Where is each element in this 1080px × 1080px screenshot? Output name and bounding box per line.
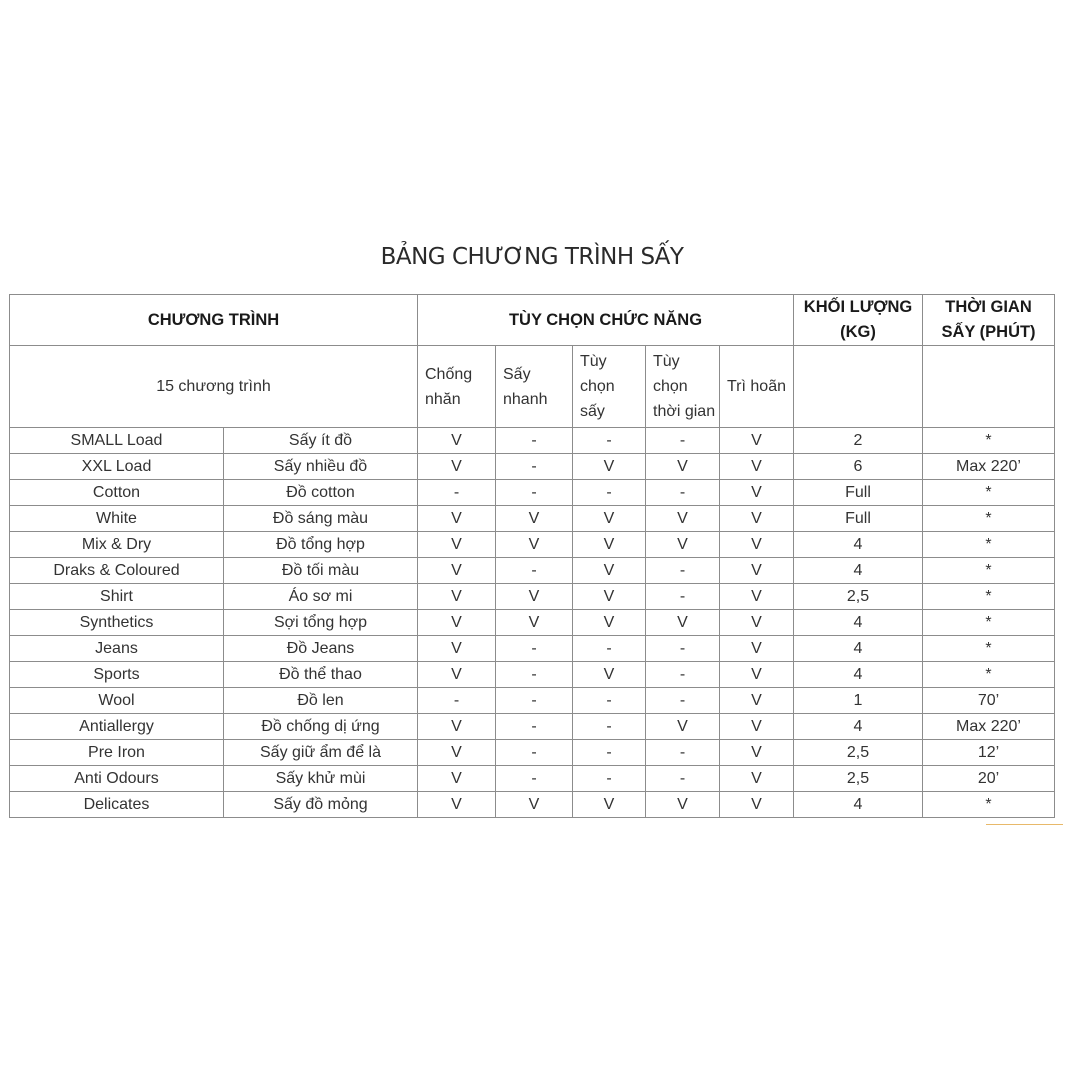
delay-cell: V [720, 688, 794, 714]
program-desc-cell: Sợi tổng hợp [224, 610, 418, 636]
load-cell: 2,5 [794, 584, 923, 610]
time-select-cell: - [646, 558, 720, 584]
program-name-cell: Wool [10, 688, 224, 714]
quick-dry-cell: - [496, 740, 573, 766]
table-row [10, 792, 1055, 818]
program-desc-cell: Sấy ít đồ [224, 428, 418, 454]
anti-crease-cell: V [418, 636, 496, 662]
program-desc-cell: Sấy khử mùi [224, 766, 418, 792]
drying-program-table [9, 294, 1055, 818]
table-row [10, 740, 1055, 766]
header-load-line1: KHỐI LƯỢNG [803, 298, 913, 316]
quick-dry-cell: - [496, 454, 573, 480]
quick-dry-cell: V [496, 506, 573, 532]
time-cell: * [923, 532, 1055, 558]
program-desc-cell: Đồ cotton [224, 480, 418, 506]
dry-level-cell: - [573, 714, 646, 740]
page-title: BẢNG CHƯƠNG TRÌNH SẤY [380, 244, 684, 270]
delay-cell: V [720, 428, 794, 454]
anti-crease-cell: - [418, 688, 496, 714]
anti-crease-cell: V [418, 662, 496, 688]
anti-crease-cell: V [418, 532, 496, 558]
time-select-cell: V [646, 454, 720, 480]
time-cell: * [923, 480, 1055, 506]
quick-dry-cell: - [496, 428, 573, 454]
time-cell: 70’ [923, 688, 1055, 714]
header-row [10, 295, 1055, 346]
table-row [10, 636, 1055, 662]
option-anti-crease: Chống nhăn [418, 346, 496, 428]
load-cell: 2 [794, 428, 923, 454]
table-row [10, 610, 1055, 636]
time-cell: * [923, 558, 1055, 584]
program-name-cell: Draks & Coloured [10, 558, 224, 584]
load-cell: 4 [794, 714, 923, 740]
load-cell: 2,5 [794, 766, 923, 792]
program-desc-cell: Đồ tối màu [224, 558, 418, 584]
program-name-cell: Mix & Dry [10, 532, 224, 558]
load-cell: Full [794, 506, 923, 532]
dry-level-cell: V [573, 584, 646, 610]
anti-crease-cell: V [418, 584, 496, 610]
program-name-cell: White [10, 506, 224, 532]
dry-level-cell: V [573, 454, 646, 480]
delay-cell: V [720, 532, 794, 558]
table-row [10, 558, 1055, 584]
delay-cell: V [720, 506, 794, 532]
program-desc-cell: Sấy nhiều đồ [224, 454, 418, 480]
anti-crease-cell: V [418, 506, 496, 532]
time-select-cell: V [646, 532, 720, 558]
table-row [10, 766, 1055, 792]
time-cell: * [923, 506, 1055, 532]
delay-cell: V [720, 636, 794, 662]
time-cell: * [923, 610, 1055, 636]
load-cell: 4 [794, 636, 923, 662]
load-cell: 6 [794, 454, 923, 480]
time-cell: Max 220’ [923, 454, 1055, 480]
quick-dry-cell: - [496, 480, 573, 506]
option-quick-dry: Sấy nhanh [496, 346, 573, 428]
option-dry-level: Tùy chọn sấy [573, 346, 646, 428]
anti-crease-cell: V [418, 610, 496, 636]
load-cell: 4 [794, 558, 923, 584]
time-cell: * [923, 428, 1055, 454]
load-empty-cell [794, 346, 923, 428]
time-select-cell: - [646, 688, 720, 714]
load-cell: 4 [794, 792, 923, 818]
program-name-cell: Shirt [10, 584, 224, 610]
time-cell: * [923, 636, 1055, 662]
time-select-cell: V [646, 610, 720, 636]
load-cell: 2,5 [794, 740, 923, 766]
time-empty-cell [923, 346, 1055, 428]
dry-level-cell: - [573, 480, 646, 506]
delay-cell: V [720, 662, 794, 688]
option-time-select: Tùy chọn thời gian [646, 346, 720, 428]
option-delay: Trì hoãn [720, 346, 794, 428]
header-load [794, 295, 923, 346]
table-row [10, 532, 1055, 558]
time-select-cell: - [646, 766, 720, 792]
time-select-cell: - [646, 662, 720, 688]
quick-dry-cell: - [496, 714, 573, 740]
dry-level-cell: V [573, 610, 646, 636]
anti-crease-cell: V [418, 766, 496, 792]
dry-level-cell: - [573, 740, 646, 766]
table-row [10, 428, 1055, 454]
quick-dry-cell: - [496, 662, 573, 688]
table-row [10, 662, 1055, 688]
quick-dry-cell: - [496, 558, 573, 584]
load-cell: Full [794, 480, 923, 506]
time-select-cell: - [646, 584, 720, 610]
quick-dry-cell: - [496, 688, 573, 714]
time-select-cell: - [646, 428, 720, 454]
time-cell: 20’ [923, 766, 1055, 792]
program-name-cell: Pre Iron [10, 740, 224, 766]
delay-cell: V [720, 766, 794, 792]
anti-crease-cell: - [418, 480, 496, 506]
time-cell: * [923, 792, 1055, 818]
time-select-cell: V [646, 506, 720, 532]
delay-cell: V [720, 558, 794, 584]
anti-crease-cell: V [418, 792, 496, 818]
anti-crease-cell: V [418, 558, 496, 584]
delay-cell: V [720, 792, 794, 818]
program-desc-cell: Sấy đồ mỏng [224, 792, 418, 818]
program-desc-cell: Đồ tổng hợp [224, 532, 418, 558]
program-name-cell: Sports [10, 662, 224, 688]
header-options: TÙY CHỌN CHỨC NĂNG [418, 295, 794, 346]
table-row [10, 454, 1055, 480]
dry-level-cell: - [573, 688, 646, 714]
program-name-cell: Synthetics [10, 610, 224, 636]
load-cell: 4 [794, 532, 923, 558]
header-time-line2: SẤY (PHÚT) [941, 323, 1036, 341]
program-desc-cell: Áo sơ mi [224, 584, 418, 610]
table-row [10, 688, 1055, 714]
anti-crease-cell: V [418, 454, 496, 480]
delay-cell: V [720, 740, 794, 766]
dry-level-cell: - [573, 636, 646, 662]
program-desc-cell: Đồ Jeans [224, 636, 418, 662]
dry-level-cell: V [573, 662, 646, 688]
program-count: 15 chương trình [10, 346, 418, 428]
table-row [10, 714, 1055, 740]
time-select-cell: - [646, 480, 720, 506]
dry-level-cell: V [573, 792, 646, 818]
anti-crease-cell: V [418, 714, 496, 740]
header-time-line1: THỜI GIAN [945, 298, 1032, 316]
time-select-cell: - [646, 740, 720, 766]
program-desc-cell: Đồ chống dị ứng [224, 714, 418, 740]
decorative-line [986, 824, 1063, 825]
time-cell: * [923, 662, 1055, 688]
program-desc-cell: Sấy giữ ẩm để là [224, 740, 418, 766]
dry-level-cell: - [573, 766, 646, 792]
load-cell: 4 [794, 662, 923, 688]
time-select-cell: - [646, 636, 720, 662]
table-row [10, 584, 1055, 610]
time-select-cell: V [646, 714, 720, 740]
quick-dry-cell: V [496, 792, 573, 818]
delay-cell: V [720, 454, 794, 480]
time-cell: * [923, 584, 1055, 610]
delay-cell: V [720, 610, 794, 636]
program-name-cell: Anti Odours [10, 766, 224, 792]
header-time [923, 295, 1055, 346]
anti-crease-cell: V [418, 428, 496, 454]
anti-crease-cell: V [418, 740, 496, 766]
program-name-cell: Antiallergy [10, 714, 224, 740]
program-name-cell: Delicates [10, 792, 224, 818]
dry-level-cell: V [573, 532, 646, 558]
program-name-cell: XXL Load [10, 454, 224, 480]
dry-level-cell: V [573, 558, 646, 584]
program-desc-cell: Đồ sáng màu [224, 506, 418, 532]
quick-dry-cell: V [496, 584, 573, 610]
subheader-row [10, 346, 1055, 428]
time-cell: Max 220’ [923, 714, 1055, 740]
delay-cell: V [720, 480, 794, 506]
table-row [10, 480, 1055, 506]
delay-cell: V [720, 714, 794, 740]
program-name-cell: Cotton [10, 480, 224, 506]
program-name-cell: SMALL Load [10, 428, 224, 454]
program-name-cell: Jeans [10, 636, 224, 662]
table-row [10, 506, 1055, 532]
dry-level-cell: V [573, 506, 646, 532]
program-desc-cell: Đồ len [224, 688, 418, 714]
header-program: CHƯƠNG TRÌNH [10, 295, 418, 346]
dry-level-cell: - [573, 428, 646, 454]
delay-cell: V [720, 584, 794, 610]
quick-dry-cell: V [496, 532, 573, 558]
load-cell: 1 [794, 688, 923, 714]
quick-dry-cell: - [496, 766, 573, 792]
quick-dry-cell: V [496, 610, 573, 636]
header-load-line2: (KG) [840, 323, 876, 341]
load-cell: 4 [794, 610, 923, 636]
program-desc-cell: Đồ thể thao [224, 662, 418, 688]
quick-dry-cell: - [496, 636, 573, 662]
time-select-cell: V [646, 792, 720, 818]
time-cell: 12’ [923, 740, 1055, 766]
